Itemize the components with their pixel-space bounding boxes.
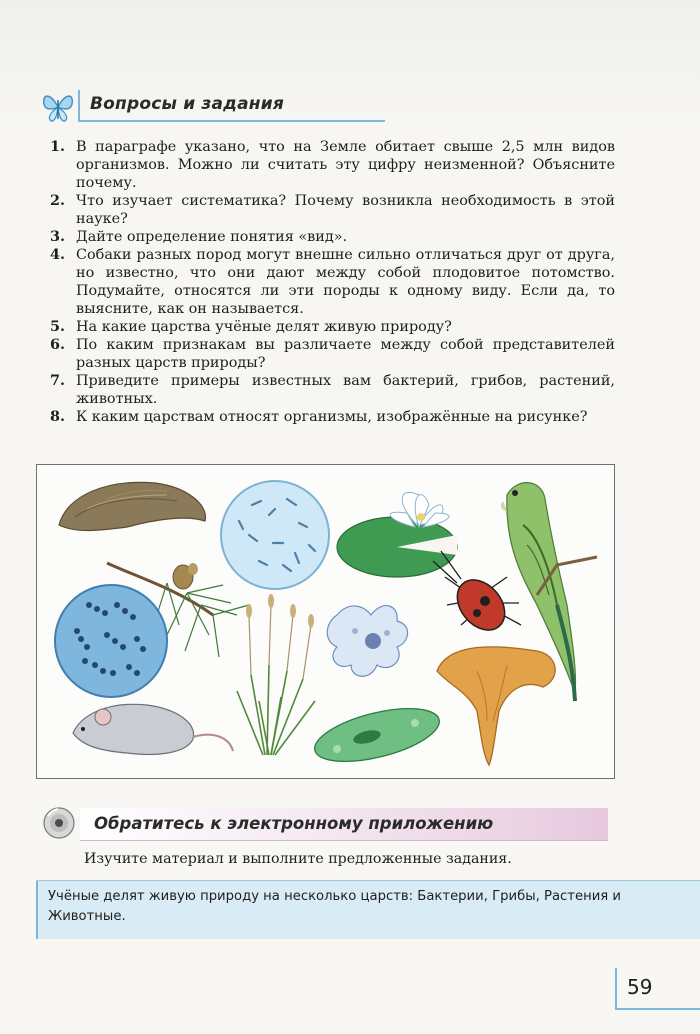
electronic-header-title: Обратитесь к электронному приложению <box>94 814 494 833</box>
electronic-app-header <box>40 800 580 842</box>
electronic-hint: Изучите материал и выполните предложенные задания. <box>84 851 512 867</box>
bracket-fungus-image <box>59 482 205 530</box>
question-text: По каким признакам вы различаете между собой представителей разных царств природы? <box>76 337 615 371</box>
summary-text: Учёные делят живую природу на несколько царств: Бактерии, Грибы, Растения и Животные. <box>48 889 621 924</box>
questions-title: Вопросы и задания <box>90 94 284 114</box>
header-underline <box>78 120 385 122</box>
question-number: 8. <box>50 408 66 425</box>
questions-list <box>50 138 615 426</box>
question-text: Дайте определение понятия «вид». <box>76 229 348 245</box>
question-item <box>50 192 615 228</box>
question-item <box>50 246 615 318</box>
moss-image <box>237 594 315 755</box>
question-item <box>50 408 615 426</box>
question-number: 4. <box>50 246 66 263</box>
question-number: 5. <box>50 318 66 335</box>
organisms-illustration <box>37 465 614 778</box>
question-number: 3. <box>50 228 66 245</box>
amoeba-image <box>327 606 407 677</box>
butterfly-icon <box>40 90 76 124</box>
rod-bacteria-image <box>221 481 329 589</box>
question-text: Что изучает систематика? Почему возникла необходимость в этой науке? <box>76 193 615 227</box>
page-number: 59 <box>627 975 653 999</box>
question-text: На какие царства учёные делят живую природу? <box>76 319 452 335</box>
question-item <box>50 372 615 408</box>
question-number: 6. <box>50 336 66 353</box>
question-text: В параграфе указано, что на Земле обитает свыше 2,5 млн видов организмов. Можно ли считать эту цифру неизменной? Объясните почему. <box>76 139 615 191</box>
question-number: 1. <box>50 138 66 155</box>
question-number: 7. <box>50 372 66 389</box>
question-text: Приведите примеры известных вам бактерий, грибов, растений, животных. <box>76 373 615 407</box>
summary-box <box>36 880 700 939</box>
electronic-header-underline <box>80 840 608 841</box>
page-number-box <box>615 968 700 1010</box>
question-item <box>50 336 615 372</box>
cocci-bacteria-image <box>55 585 167 697</box>
paramecium-image <box>310 698 445 772</box>
chanterelle-image <box>437 647 555 765</box>
organisms-figure <box>36 464 615 779</box>
questions-header <box>40 90 385 124</box>
question-item <box>50 228 615 246</box>
mouse-image <box>73 704 233 754</box>
question-number: 2. <box>50 192 66 209</box>
water-lily-image <box>337 492 457 577</box>
question-item <box>50 318 615 336</box>
question-text: Собаки разных пород могут внешне сильно отличаться друг от друга, но известно, что они дают между собой плодовитое потомство. Подумайте, относятся ли эти породы к одному виду. Если да, то выясните, как он называется. <box>76 247 615 317</box>
disc-icon <box>42 806 76 840</box>
question-item <box>50 138 615 192</box>
header-divider <box>78 90 80 120</box>
question-text: К каким царствам относят организмы, изображённые на рисунке? <box>76 409 588 425</box>
summary-accent <box>36 881 38 939</box>
